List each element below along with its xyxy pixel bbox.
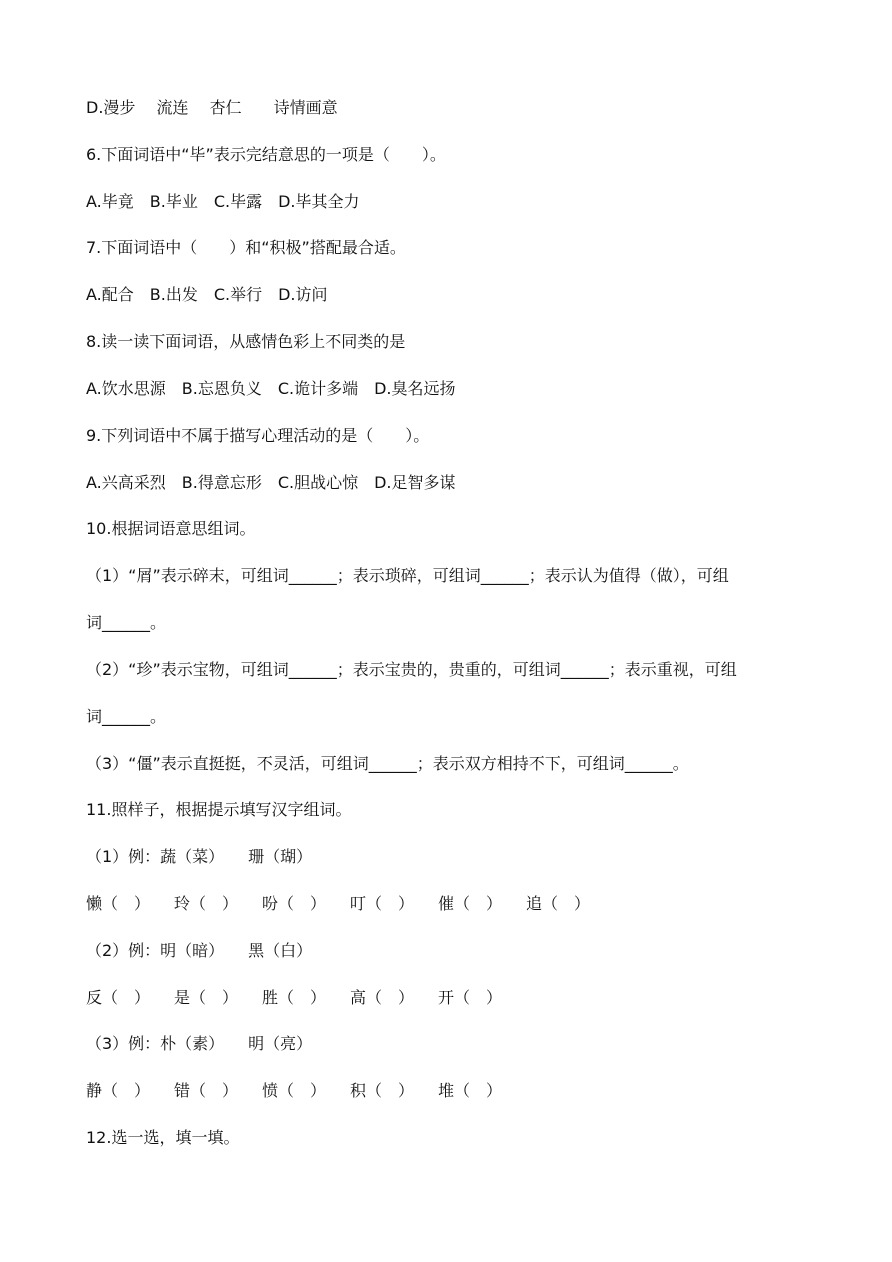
q11-blanks-3: 静（ ） 错（ ） 愤（ ） 积（ ） 堆（ ） xyxy=(86,1081,503,1100)
q11-blanks-2: 反（ ） 是（ ） 胜（ ） 高（ ） 开（ ） xyxy=(86,988,503,1007)
q10-part2-cont: 词______。 xyxy=(86,707,167,726)
option-line-d-q5: D.漫步 流连 杏仁 诗情画意 xyxy=(86,98,338,117)
question-12: 12.选一选，填一填。 xyxy=(86,1128,240,1147)
q11-example-3: （3）例：朴（素） 明（亮） xyxy=(86,1034,313,1053)
q11-example-1: （1）例：蔬（菜） 珊（瑚） xyxy=(86,847,313,866)
options-q8: A.饮水思源 B.忘恩负义 C.诡计多端 D.臭名远扬 xyxy=(86,379,456,398)
question-9: 9.下列词语中不属于描写心理活动的是（ ）。 xyxy=(86,426,430,445)
q10-part3: （3）“僵”表示直挺挺，不灵活，可组词______；表示双方相持不下，可组词______。 xyxy=(86,754,689,773)
question-10: 10.根据词语意思组词。 xyxy=(86,519,256,538)
options-q6: A.毕竟 B.毕业 C.毕露 D.毕其全力 xyxy=(86,192,360,211)
q10-part1-cont: 词______。 xyxy=(86,613,167,632)
q10-part2: （2）“珍”表示宝物，可组词______；表示宝贵的，贵重的，可组词______；表示重视，可组 xyxy=(86,660,737,679)
q10-part1: （1）“屑”表示碎末，可组词______；表示琐碎，可组词______；表示认为值得（做），可组 xyxy=(86,566,729,585)
question-6: 6.下面词语中“毕”表示完结意思的一项是（ ）。 xyxy=(86,145,446,164)
options-q9: A.兴高采烈 B.得意忘形 C.胆战心惊 D.足智多谋 xyxy=(86,473,456,492)
q11-example-2: （2）例：明（暗） 黑（白） xyxy=(86,941,313,960)
options-q7: A.配合 B.出发 C.举行 D.访问 xyxy=(86,285,328,304)
q11-blanks-1: 懒（ ） 玲（ ） 吩（ ） 叮（ ） 催（ ） 追（ ） xyxy=(86,894,591,913)
question-11: 11.照样子，根据提示填写汉字组词。 xyxy=(86,800,352,819)
question-8: 8.读一读下面词语，从感情色彩上不同类的是 xyxy=(86,332,406,351)
question-7: 7.下面词语中（ ）和“积极”搭配最合适。 xyxy=(86,238,406,257)
